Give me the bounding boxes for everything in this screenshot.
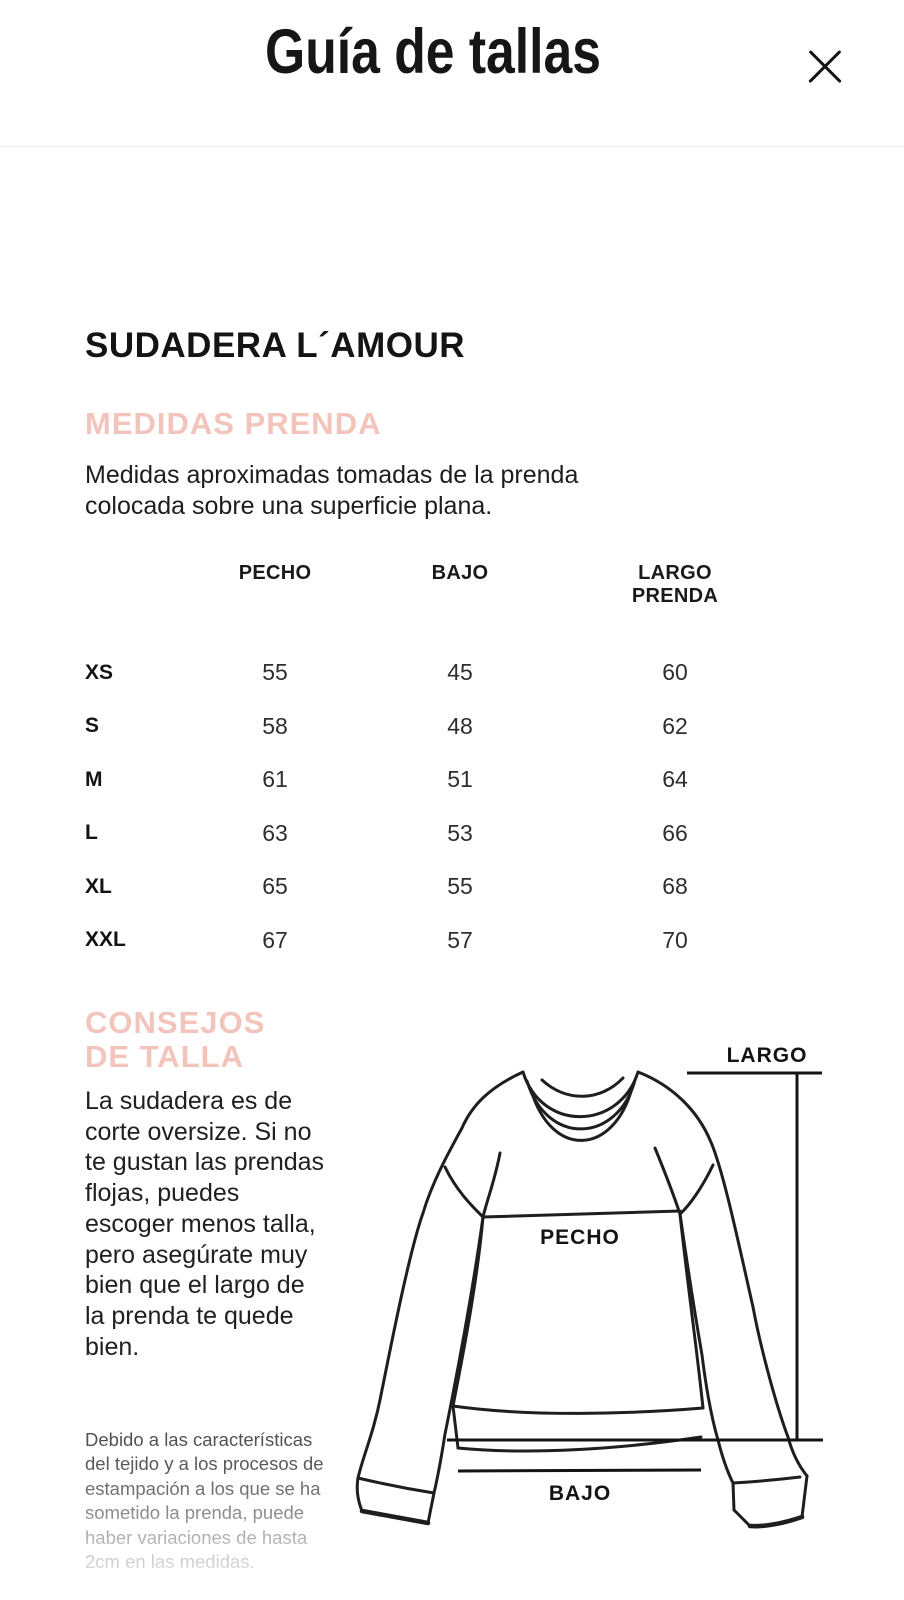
cell-size: XXL (85, 928, 126, 952)
size-table (85, 562, 785, 967)
consejos-note: Debido a las características del tejido y a los procesos de estampación a los que se ha sometido la prenda, puede haber variaciones de hasta 2cm en las medidas. (85, 1428, 337, 1574)
product-name: SUDADERA L´AMOUR (85, 326, 466, 365)
cell-bajo: 48 (447, 712, 473, 739)
cell-bajo: 51 (447, 766, 473, 793)
consejos-body: La sudadera es de corte oversize. Si no te gustan las prendas flojas, puedes escoger menos talla, pero asegúrate muy bien que el largo de la prenda te quede bien. (85, 1087, 325, 1361)
cell-largo: 62 (662, 712, 688, 739)
table-row (85, 646, 785, 700)
consejos-heading-line1: CONSEJOS (85, 1005, 266, 1040)
table-row (85, 807, 785, 861)
sweatshirt-sketch (330, 1000, 904, 1600)
table-row (85, 914, 785, 968)
header-bajo: BAJO (431, 562, 489, 584)
table-row (85, 700, 785, 754)
sweatshirt-diagram (330, 1000, 904, 1600)
consejos-heading (85, 1006, 265, 1074)
cell-pecho: 63 (262, 819, 288, 846)
cell-pecho: 61 (262, 766, 288, 793)
cell-bajo: 57 (447, 926, 473, 953)
modal-title: Guía de tallas (265, 17, 601, 87)
cell-bajo: 55 (447, 873, 473, 900)
cell-largo: 60 (662, 659, 688, 686)
size-table-header (85, 562, 785, 646)
cell-pecho: 55 (262, 659, 288, 686)
pecho-label: PECHO (540, 1226, 620, 1249)
header-divider (0, 146, 904, 147)
cell-bajo: 53 (447, 819, 473, 846)
consejos-heading-line2: DE TALLA (85, 1039, 244, 1074)
size-table-body (85, 646, 785, 967)
cell-largo: 66 (662, 819, 688, 846)
cell-pecho: 67 (262, 926, 288, 953)
header-largo-prenda: LARGO PRENDA (631, 562, 719, 607)
cell-size: M (85, 767, 103, 791)
medidas-description: Medidas aproximadas tomadas de la prenda colocada sobre una superficie plana. (85, 461, 579, 520)
bajo-label: BAJO (548, 1482, 612, 1505)
cell-bajo: 45 (447, 659, 473, 686)
cell-largo: 70 (662, 926, 688, 953)
cell-pecho: 65 (262, 873, 288, 900)
table-row (85, 753, 785, 807)
table-row (85, 860, 785, 914)
bajo-line (458, 1470, 701, 1471)
cell-size: XS (85, 660, 114, 684)
cell-largo: 68 (662, 873, 688, 900)
cell-largo: 64 (662, 766, 688, 793)
cell-size: S (85, 714, 100, 738)
cell-size: L (85, 821, 98, 845)
cell-size: XL (85, 874, 112, 898)
medidas-heading: MEDIDAS PRENDA (85, 406, 382, 441)
header-pecho: PECHO (238, 562, 312, 584)
cell-pecho: 58 (262, 712, 288, 739)
largo-label: LARGO (726, 1044, 808, 1067)
close-button[interactable] (798, 40, 852, 94)
